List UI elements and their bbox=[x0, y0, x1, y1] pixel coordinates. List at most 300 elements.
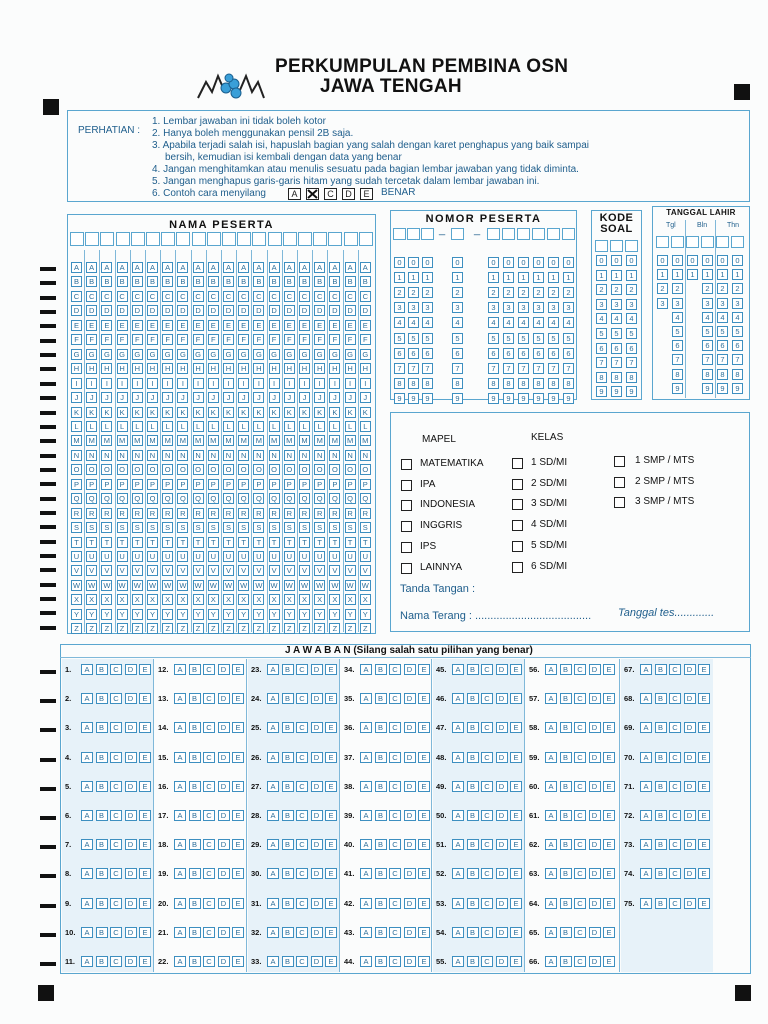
answer-bubble-c[interactable]: C bbox=[296, 868, 308, 879]
name-bubble-p[interactable]: P bbox=[208, 479, 219, 490]
name-bubble-c[interactable]: C bbox=[238, 291, 249, 302]
answer-bubble-d[interactable]: D bbox=[311, 839, 323, 850]
name-bubble-q[interactable]: Q bbox=[269, 493, 280, 504]
name-bubble-k[interactable]: K bbox=[162, 407, 173, 418]
name-bubble-s[interactable]: S bbox=[284, 522, 295, 533]
answer-bubble-e[interactable]: E bbox=[325, 956, 337, 967]
nomor-bubble-9[interactable]: 9 bbox=[563, 393, 574, 404]
answer-bubble-b[interactable]: B bbox=[375, 693, 387, 704]
nomor-bubble-7[interactable]: 7 bbox=[503, 363, 514, 374]
kode-bubble-9[interactable]: 9 bbox=[611, 386, 622, 397]
name-bubble-a[interactable]: A bbox=[193, 262, 204, 273]
tanggal-bubble-0[interactable]: 0 bbox=[732, 255, 743, 266]
mapel-checkbox[interactable] bbox=[401, 563, 412, 574]
name-bubble-e[interactable]: E bbox=[101, 320, 112, 331]
name-bubble-j[interactable]: J bbox=[253, 392, 264, 403]
name-bubble-j[interactable]: J bbox=[208, 392, 219, 403]
tanggal-bubble-6[interactable]: 6 bbox=[732, 340, 743, 351]
answer-bubble-a[interactable]: A bbox=[81, 752, 93, 763]
name-bubble-r[interactable]: R bbox=[329, 508, 340, 519]
name-bubble-r[interactable]: R bbox=[314, 508, 325, 519]
answer-bubble-a[interactable]: A bbox=[174, 781, 186, 792]
name-bubble-u[interactable]: U bbox=[162, 551, 173, 562]
name-bubble-g[interactable]: G bbox=[208, 349, 219, 360]
name-bubble-u[interactable]: U bbox=[71, 551, 82, 562]
answer-bubble-c[interactable]: C bbox=[296, 956, 308, 967]
name-bubble-f[interactable]: F bbox=[193, 334, 204, 345]
name-bubble-y[interactable]: Y bbox=[360, 609, 371, 620]
answer-bubble-a[interactable]: A bbox=[452, 752, 464, 763]
answer-bubble-a[interactable]: A bbox=[174, 956, 186, 967]
answer-bubble-a[interactable]: A bbox=[81, 839, 93, 850]
name-bubble-o[interactable]: O bbox=[329, 464, 340, 475]
answer-bubble-c[interactable]: C bbox=[296, 898, 308, 909]
name-bubble-j[interactable]: J bbox=[147, 392, 158, 403]
name-bubble-r[interactable]: R bbox=[238, 508, 249, 519]
answer-bubble-d[interactable]: D bbox=[404, 693, 416, 704]
answer-bubble-d[interactable]: D bbox=[404, 781, 416, 792]
answer-bubble-b[interactable]: B bbox=[189, 781, 201, 792]
answer-bubble-c[interactable]: C bbox=[669, 664, 681, 675]
name-write-box[interactable] bbox=[207, 232, 221, 246]
name-bubble-i[interactable]: I bbox=[147, 378, 158, 389]
answer-bubble-e[interactable]: E bbox=[232, 868, 244, 879]
name-bubble-i[interactable]: I bbox=[117, 378, 128, 389]
name-bubble-h[interactable]: H bbox=[284, 363, 295, 374]
name-bubble-u[interactable]: U bbox=[147, 551, 158, 562]
name-bubble-z[interactable]: Z bbox=[360, 623, 371, 634]
name-write-box[interactable] bbox=[146, 232, 160, 246]
name-bubble-y[interactable]: Y bbox=[284, 609, 295, 620]
answer-bubble-d[interactable]: D bbox=[125, 810, 137, 821]
name-bubble-b[interactable]: B bbox=[86, 276, 97, 287]
tanggal-bubble-1[interactable]: 1 bbox=[717, 269, 728, 280]
answer-bubble-c[interactable]: C bbox=[481, 781, 493, 792]
kode-write-box[interactable] bbox=[625, 240, 638, 252]
answer-bubble-e[interactable]: E bbox=[232, 693, 244, 704]
answer-bubble-a[interactable]: A bbox=[360, 839, 372, 850]
name-bubble-j[interactable]: J bbox=[269, 392, 280, 403]
name-bubble-s[interactable]: S bbox=[329, 522, 340, 533]
name-bubble-g[interactable]: G bbox=[253, 349, 264, 360]
name-bubble-h[interactable]: H bbox=[345, 363, 356, 374]
answer-bubble-a[interactable]: A bbox=[174, 752, 186, 763]
tanggal-write-box[interactable] bbox=[716, 236, 729, 248]
answer-bubble-b[interactable]: B bbox=[282, 810, 294, 821]
answer-bubble-d[interactable]: D bbox=[125, 898, 137, 909]
answer-bubble-a[interactable]: A bbox=[267, 810, 279, 821]
name-bubble-n[interactable]: N bbox=[132, 450, 143, 461]
name-bubble-q[interactable]: Q bbox=[299, 493, 310, 504]
answer-bubble-b[interactable]: B bbox=[375, 810, 387, 821]
answer-bubble-c[interactable]: C bbox=[574, 781, 586, 792]
name-bubble-t[interactable]: T bbox=[117, 537, 128, 548]
kelas-smp-checkbox[interactable] bbox=[614, 456, 625, 467]
kelas-sd-checkbox[interactable] bbox=[512, 499, 523, 510]
nomor-bubble-5[interactable]: 5 bbox=[408, 333, 419, 344]
nomor-bubble-4[interactable]: 4 bbox=[518, 317, 529, 328]
answer-bubble-e[interactable]: E bbox=[418, 693, 430, 704]
name-bubble-t[interactable]: T bbox=[299, 537, 310, 548]
name-bubble-t[interactable]: T bbox=[223, 537, 234, 548]
name-bubble-u[interactable]: U bbox=[345, 551, 356, 562]
answer-bubble-a[interactable]: A bbox=[452, 664, 464, 675]
tanggal-bubble-7[interactable]: 7 bbox=[717, 354, 728, 365]
answer-bubble-b[interactable]: B bbox=[467, 868, 479, 879]
name-bubble-w[interactable]: W bbox=[331, 580, 339, 590]
answer-bubble-e[interactable]: E bbox=[603, 752, 615, 763]
name-bubble-l[interactable]: L bbox=[269, 421, 280, 432]
answer-bubble-e[interactable]: E bbox=[510, 898, 522, 909]
kode-bubble-4[interactable]: 4 bbox=[626, 313, 637, 324]
kode-bubble-6[interactable]: 6 bbox=[626, 343, 637, 354]
name-bubble-m[interactable]: M bbox=[253, 435, 264, 446]
name-bubble-p[interactable]: P bbox=[223, 479, 234, 490]
name-bubble-n[interactable]: N bbox=[147, 450, 158, 461]
name-bubble-o[interactable]: O bbox=[117, 464, 128, 475]
answer-bubble-b[interactable]: B bbox=[560, 868, 572, 879]
name-bubble-a[interactable]: A bbox=[284, 262, 295, 273]
name-bubble-x[interactable]: X bbox=[208, 594, 219, 605]
answer-bubble-d[interactable]: D bbox=[589, 664, 601, 675]
name-bubble-l[interactable]: L bbox=[208, 421, 219, 432]
name-bubble-k[interactable]: K bbox=[177, 407, 188, 418]
name-bubble-k[interactable]: K bbox=[299, 407, 310, 418]
name-bubble-h[interactable]: H bbox=[101, 363, 112, 374]
name-bubble-l[interactable]: L bbox=[360, 421, 371, 432]
kode-write-box[interactable] bbox=[595, 240, 608, 252]
name-bubble-f[interactable]: F bbox=[329, 334, 340, 345]
tanggal-bubble-1[interactable]: 1 bbox=[672, 269, 683, 280]
nomor-bubble-9[interactable]: 9 bbox=[452, 393, 463, 404]
name-bubble-w[interactable]: W bbox=[361, 580, 369, 590]
name-bubble-x[interactable]: X bbox=[86, 594, 97, 605]
name-bubble-g[interactable]: G bbox=[314, 349, 325, 360]
answer-bubble-d[interactable]: D bbox=[125, 927, 137, 938]
name-bubble-u[interactable]: U bbox=[360, 551, 371, 562]
nomor-bubble-8[interactable]: 8 bbox=[452, 378, 463, 389]
name-bubble-e[interactable]: E bbox=[223, 320, 234, 331]
name-bubble-k[interactable]: K bbox=[132, 407, 143, 418]
name-bubble-f[interactable]: F bbox=[177, 334, 188, 345]
kode-bubble-1[interactable]: 1 bbox=[611, 270, 622, 281]
name-bubble-v[interactable]: V bbox=[299, 565, 310, 576]
answer-bubble-e[interactable]: E bbox=[603, 868, 615, 879]
nomor-bubble-3[interactable]: 3 bbox=[533, 302, 544, 313]
answer-bubble-b[interactable]: B bbox=[96, 781, 108, 792]
answer-bubble-e[interactable]: E bbox=[325, 868, 337, 879]
answer-bubble-b[interactable]: B bbox=[96, 664, 108, 675]
answer-bubble-b[interactable]: B bbox=[467, 752, 479, 763]
name-bubble-f[interactable]: F bbox=[71, 334, 82, 345]
kelas-sd-checkbox[interactable] bbox=[512, 541, 523, 552]
name-bubble-m[interactable]: M bbox=[177, 435, 188, 446]
answer-bubble-e[interactable]: E bbox=[325, 664, 337, 675]
nomor-bubble-3[interactable]: 3 bbox=[422, 302, 433, 313]
name-bubble-e[interactable]: E bbox=[71, 320, 82, 331]
name-bubble-t[interactable]: T bbox=[314, 537, 325, 548]
tanggal-write-box[interactable] bbox=[656, 236, 669, 248]
name-bubble-i[interactable]: I bbox=[208, 378, 219, 389]
name-bubble-t[interactable]: T bbox=[329, 537, 340, 548]
name-bubble-d[interactable]: D bbox=[253, 305, 264, 316]
nomor-write-box[interactable] bbox=[502, 228, 515, 240]
answer-bubble-e[interactable]: E bbox=[325, 781, 337, 792]
name-bubble-n[interactable]: N bbox=[223, 450, 234, 461]
name-bubble-g[interactable]: G bbox=[284, 349, 295, 360]
name-bubble-r[interactable]: R bbox=[253, 508, 264, 519]
name-bubble-x[interactable]: X bbox=[314, 594, 325, 605]
nomor-bubble-2[interactable]: 2 bbox=[518, 287, 529, 298]
tanggal-write-box[interactable] bbox=[686, 236, 699, 248]
name-bubble-f[interactable]: F bbox=[147, 334, 158, 345]
answer-bubble-d[interactable]: D bbox=[589, 810, 601, 821]
name-bubble-l[interactable]: L bbox=[329, 421, 340, 432]
answer-bubble-b[interactable]: B bbox=[655, 664, 667, 675]
name-bubble-e[interactable]: E bbox=[345, 320, 356, 331]
name-bubble-r[interactable]: R bbox=[208, 508, 219, 519]
name-bubble-p[interactable]: P bbox=[86, 479, 97, 490]
answer-bubble-c[interactable]: C bbox=[389, 839, 401, 850]
answer-bubble-b[interactable]: B bbox=[189, 664, 201, 675]
nomor-bubble-8[interactable]: 8 bbox=[422, 378, 433, 389]
nomor-bubble-1[interactable]: 1 bbox=[518, 272, 529, 283]
name-bubble-i[interactable]: I bbox=[86, 378, 97, 389]
answer-bubble-c[interactable]: C bbox=[203, 898, 215, 909]
answer-bubble-c[interactable]: C bbox=[669, 898, 681, 909]
answer-bubble-a[interactable]: A bbox=[640, 810, 652, 821]
name-bubble-y[interactable]: Y bbox=[345, 609, 356, 620]
name-bubble-w[interactable]: W bbox=[133, 580, 141, 590]
answer-bubble-a[interactable]: A bbox=[545, 810, 557, 821]
nomor-bubble-9[interactable]: 9 bbox=[394, 393, 405, 404]
name-bubble-i[interactable]: I bbox=[132, 378, 143, 389]
kode-bubble-5[interactable]: 5 bbox=[626, 328, 637, 339]
answer-bubble-c[interactable]: C bbox=[296, 722, 308, 733]
answer-bubble-d[interactable]: D bbox=[496, 810, 508, 821]
nomor-bubble-0[interactable]: 0 bbox=[533, 257, 544, 268]
nomor-bubble-6[interactable]: 6 bbox=[422, 348, 433, 359]
answer-bubble-e[interactable]: E bbox=[698, 868, 710, 879]
answer-bubble-b[interactable]: B bbox=[282, 781, 294, 792]
name-bubble-p[interactable]: P bbox=[71, 479, 82, 490]
name-bubble-e[interactable]: E bbox=[284, 320, 295, 331]
name-bubble-p[interactable]: P bbox=[132, 479, 143, 490]
answer-bubble-b[interactable]: B bbox=[96, 810, 108, 821]
answer-bubble-b[interactable]: B bbox=[375, 752, 387, 763]
answer-bubble-a[interactable]: A bbox=[545, 693, 557, 704]
name-bubble-b[interactable]: B bbox=[314, 276, 325, 287]
name-bubble-m[interactable]: M bbox=[117, 435, 128, 446]
name-bubble-p[interactable]: P bbox=[193, 479, 204, 490]
name-bubble-g[interactable]: G bbox=[117, 349, 128, 360]
kode-bubble-2[interactable]: 2 bbox=[611, 284, 622, 295]
name-bubble-q[interactable]: Q bbox=[314, 493, 325, 504]
nomor-bubble-1[interactable]: 1 bbox=[408, 272, 419, 283]
name-bubble-y[interactable]: Y bbox=[162, 609, 173, 620]
name-bubble-y[interactable]: Y bbox=[132, 609, 143, 620]
name-bubble-n[interactable]: N bbox=[329, 450, 340, 461]
answer-bubble-b[interactable]: B bbox=[655, 898, 667, 909]
name-bubble-i[interactable]: I bbox=[314, 378, 325, 389]
tanggal-bubble-4[interactable]: 4 bbox=[702, 312, 713, 323]
answer-bubble-c[interactable]: C bbox=[110, 956, 122, 967]
name-bubble-d[interactable]: D bbox=[284, 305, 295, 316]
answer-bubble-e[interactable]: E bbox=[139, 898, 151, 909]
name-bubble-u[interactable]: U bbox=[223, 551, 234, 562]
answer-bubble-b[interactable]: B bbox=[96, 956, 108, 967]
name-bubble-r[interactable]: R bbox=[117, 508, 128, 519]
answer-bubble-e[interactable]: E bbox=[698, 839, 710, 850]
answer-bubble-d[interactable]: D bbox=[311, 956, 323, 967]
answer-bubble-e[interactable]: E bbox=[418, 927, 430, 938]
name-bubble-p[interactable]: P bbox=[253, 479, 264, 490]
name-bubble-z[interactable]: Z bbox=[253, 623, 264, 634]
name-bubble-n[interactable]: N bbox=[86, 450, 97, 461]
nomor-bubble-7[interactable]: 7 bbox=[394, 363, 405, 374]
answer-bubble-d[interactable]: D bbox=[496, 898, 508, 909]
name-bubble-v[interactable]: V bbox=[284, 565, 295, 576]
answer-bubble-b[interactable]: B bbox=[375, 722, 387, 733]
tanggal-bubble-7[interactable]: 7 bbox=[732, 354, 743, 365]
answer-bubble-d[interactable]: D bbox=[125, 693, 137, 704]
name-bubble-z[interactable]: Z bbox=[147, 623, 158, 634]
name-bubble-b[interactable]: B bbox=[238, 276, 249, 287]
nomor-bubble-3[interactable]: 3 bbox=[548, 302, 559, 313]
tanggal-bubble-3[interactable]: 3 bbox=[657, 298, 668, 309]
name-write-box[interactable] bbox=[313, 232, 327, 246]
nomor-bubble-8[interactable]: 8 bbox=[563, 378, 574, 389]
name-bubble-m[interactable]: M bbox=[284, 435, 295, 446]
name-bubble-o[interactable]: O bbox=[162, 464, 173, 475]
name-bubble-d[interactable]: D bbox=[208, 305, 219, 316]
nomor-bubble-6[interactable]: 6 bbox=[452, 348, 463, 359]
answer-bubble-e[interactable]: E bbox=[698, 752, 710, 763]
answer-bubble-e[interactable]: E bbox=[698, 693, 710, 704]
name-bubble-l[interactable]: L bbox=[193, 421, 204, 432]
name-bubble-x[interactable]: X bbox=[162, 594, 173, 605]
name-bubble-s[interactable]: S bbox=[117, 522, 128, 533]
name-bubble-z[interactable]: Z bbox=[101, 623, 112, 634]
name-bubble-p[interactable]: P bbox=[269, 479, 280, 490]
answer-bubble-e[interactable]: E bbox=[325, 722, 337, 733]
nomor-bubble-5[interactable]: 5 bbox=[563, 333, 574, 344]
name-bubble-j[interactable]: J bbox=[329, 392, 340, 403]
name-bubble-b[interactable]: B bbox=[269, 276, 280, 287]
name-bubble-s[interactable]: S bbox=[345, 522, 356, 533]
answer-bubble-b[interactable]: B bbox=[467, 664, 479, 675]
answer-bubble-d[interactable]: D bbox=[311, 781, 323, 792]
name-bubble-j[interactable]: J bbox=[360, 392, 371, 403]
answer-bubble-b[interactable]: B bbox=[282, 839, 294, 850]
answer-bubble-d[interactable]: D bbox=[589, 927, 601, 938]
name-bubble-c[interactable]: C bbox=[117, 291, 128, 302]
name-bubble-f[interactable]: F bbox=[360, 334, 371, 345]
name-bubble-h[interactable]: H bbox=[223, 363, 234, 374]
name-bubble-c[interactable]: C bbox=[162, 291, 173, 302]
nomor-bubble-3[interactable]: 3 bbox=[503, 302, 514, 313]
name-bubble-g[interactable]: G bbox=[345, 349, 356, 360]
answer-bubble-d[interactable]: D bbox=[684, 693, 696, 704]
name-bubble-v[interactable]: V bbox=[253, 565, 264, 576]
answer-bubble-c[interactable]: C bbox=[110, 927, 122, 938]
name-bubble-a[interactable]: A bbox=[360, 262, 371, 273]
name-bubble-a[interactable]: A bbox=[117, 262, 128, 273]
name-bubble-d[interactable]: D bbox=[329, 305, 340, 316]
answer-bubble-a[interactable]: A bbox=[640, 898, 652, 909]
name-bubble-w[interactable]: W bbox=[224, 580, 233, 590]
answer-bubble-e[interactable]: E bbox=[603, 664, 615, 675]
name-write-box[interactable] bbox=[70, 232, 84, 246]
name-bubble-s[interactable]: S bbox=[147, 522, 158, 533]
answer-bubble-e[interactable]: E bbox=[603, 956, 615, 967]
tanggal-bubble-2[interactable]: 2 bbox=[732, 283, 743, 294]
name-bubble-q[interactable]: Q bbox=[360, 493, 371, 504]
name-bubble-x[interactable]: X bbox=[117, 594, 128, 605]
name-bubble-i[interactable]: I bbox=[162, 378, 173, 389]
answer-bubble-e[interactable]: E bbox=[510, 956, 522, 967]
answer-bubble-a[interactable]: A bbox=[640, 693, 652, 704]
answer-bubble-c[interactable]: C bbox=[389, 752, 401, 763]
answer-bubble-e[interactable]: E bbox=[510, 722, 522, 733]
name-bubble-j[interactable]: J bbox=[71, 392, 82, 403]
name-bubble-f[interactable]: F bbox=[86, 334, 97, 345]
name-bubble-r[interactable]: R bbox=[299, 508, 310, 519]
name-bubble-t[interactable]: T bbox=[360, 537, 371, 548]
tanggal-bubble-7[interactable]: 7 bbox=[702, 354, 713, 365]
nomor-bubble-7[interactable]: 7 bbox=[518, 363, 529, 374]
name-bubble-k[interactable]: K bbox=[238, 407, 249, 418]
name-bubble-x[interactable]: X bbox=[147, 594, 158, 605]
name-bubble-l[interactable]: L bbox=[162, 421, 173, 432]
name-bubble-g[interactable]: G bbox=[86, 349, 97, 360]
answer-bubble-d[interactable]: D bbox=[218, 693, 230, 704]
name-bubble-n[interactable]: N bbox=[360, 450, 371, 461]
answer-bubble-e[interactable]: E bbox=[139, 781, 151, 792]
name-bubble-v[interactable]: V bbox=[208, 565, 219, 576]
name-bubble-e[interactable]: E bbox=[147, 320, 158, 331]
name-bubble-c[interactable]: C bbox=[177, 291, 188, 302]
tanggal-bubble-9[interactable]: 9 bbox=[717, 383, 728, 394]
name-bubble-s[interactable]: S bbox=[314, 522, 325, 533]
answer-bubble-b[interactable]: B bbox=[655, 693, 667, 704]
name-bubble-r[interactable]: R bbox=[71, 508, 82, 519]
name-bubble-e[interactable]: E bbox=[193, 320, 204, 331]
answer-bubble-d[interactable]: D bbox=[404, 839, 416, 850]
name-bubble-q[interactable]: Q bbox=[253, 493, 264, 504]
name-bubble-l[interactable]: L bbox=[284, 421, 295, 432]
answer-bubble-e[interactable]: E bbox=[325, 839, 337, 850]
name-bubble-c[interactable]: C bbox=[345, 291, 356, 302]
answer-bubble-d[interactable]: D bbox=[496, 664, 508, 675]
name-bubble-s[interactable]: S bbox=[193, 522, 204, 533]
answer-bubble-e[interactable]: E bbox=[232, 664, 244, 675]
answer-bubble-e[interactable]: E bbox=[603, 781, 615, 792]
answer-bubble-c[interactable]: C bbox=[481, 956, 493, 967]
kode-bubble-6[interactable]: 6 bbox=[596, 343, 607, 354]
name-bubble-u[interactable]: U bbox=[299, 551, 310, 562]
nomor-bubble-7[interactable]: 7 bbox=[452, 363, 463, 374]
answer-bubble-c[interactable]: C bbox=[110, 868, 122, 879]
answer-bubble-e[interactable]: E bbox=[232, 752, 244, 763]
name-bubble-n[interactable]: N bbox=[71, 450, 82, 461]
answer-bubble-c[interactable]: C bbox=[669, 868, 681, 879]
tanggal-bubble-0[interactable]: 0 bbox=[672, 255, 683, 266]
name-bubble-w[interactable]: W bbox=[285, 580, 293, 590]
name-bubble-d[interactable]: D bbox=[269, 305, 280, 316]
answer-bubble-b[interactable]: B bbox=[467, 810, 479, 821]
name-bubble-r[interactable]: R bbox=[132, 508, 143, 519]
